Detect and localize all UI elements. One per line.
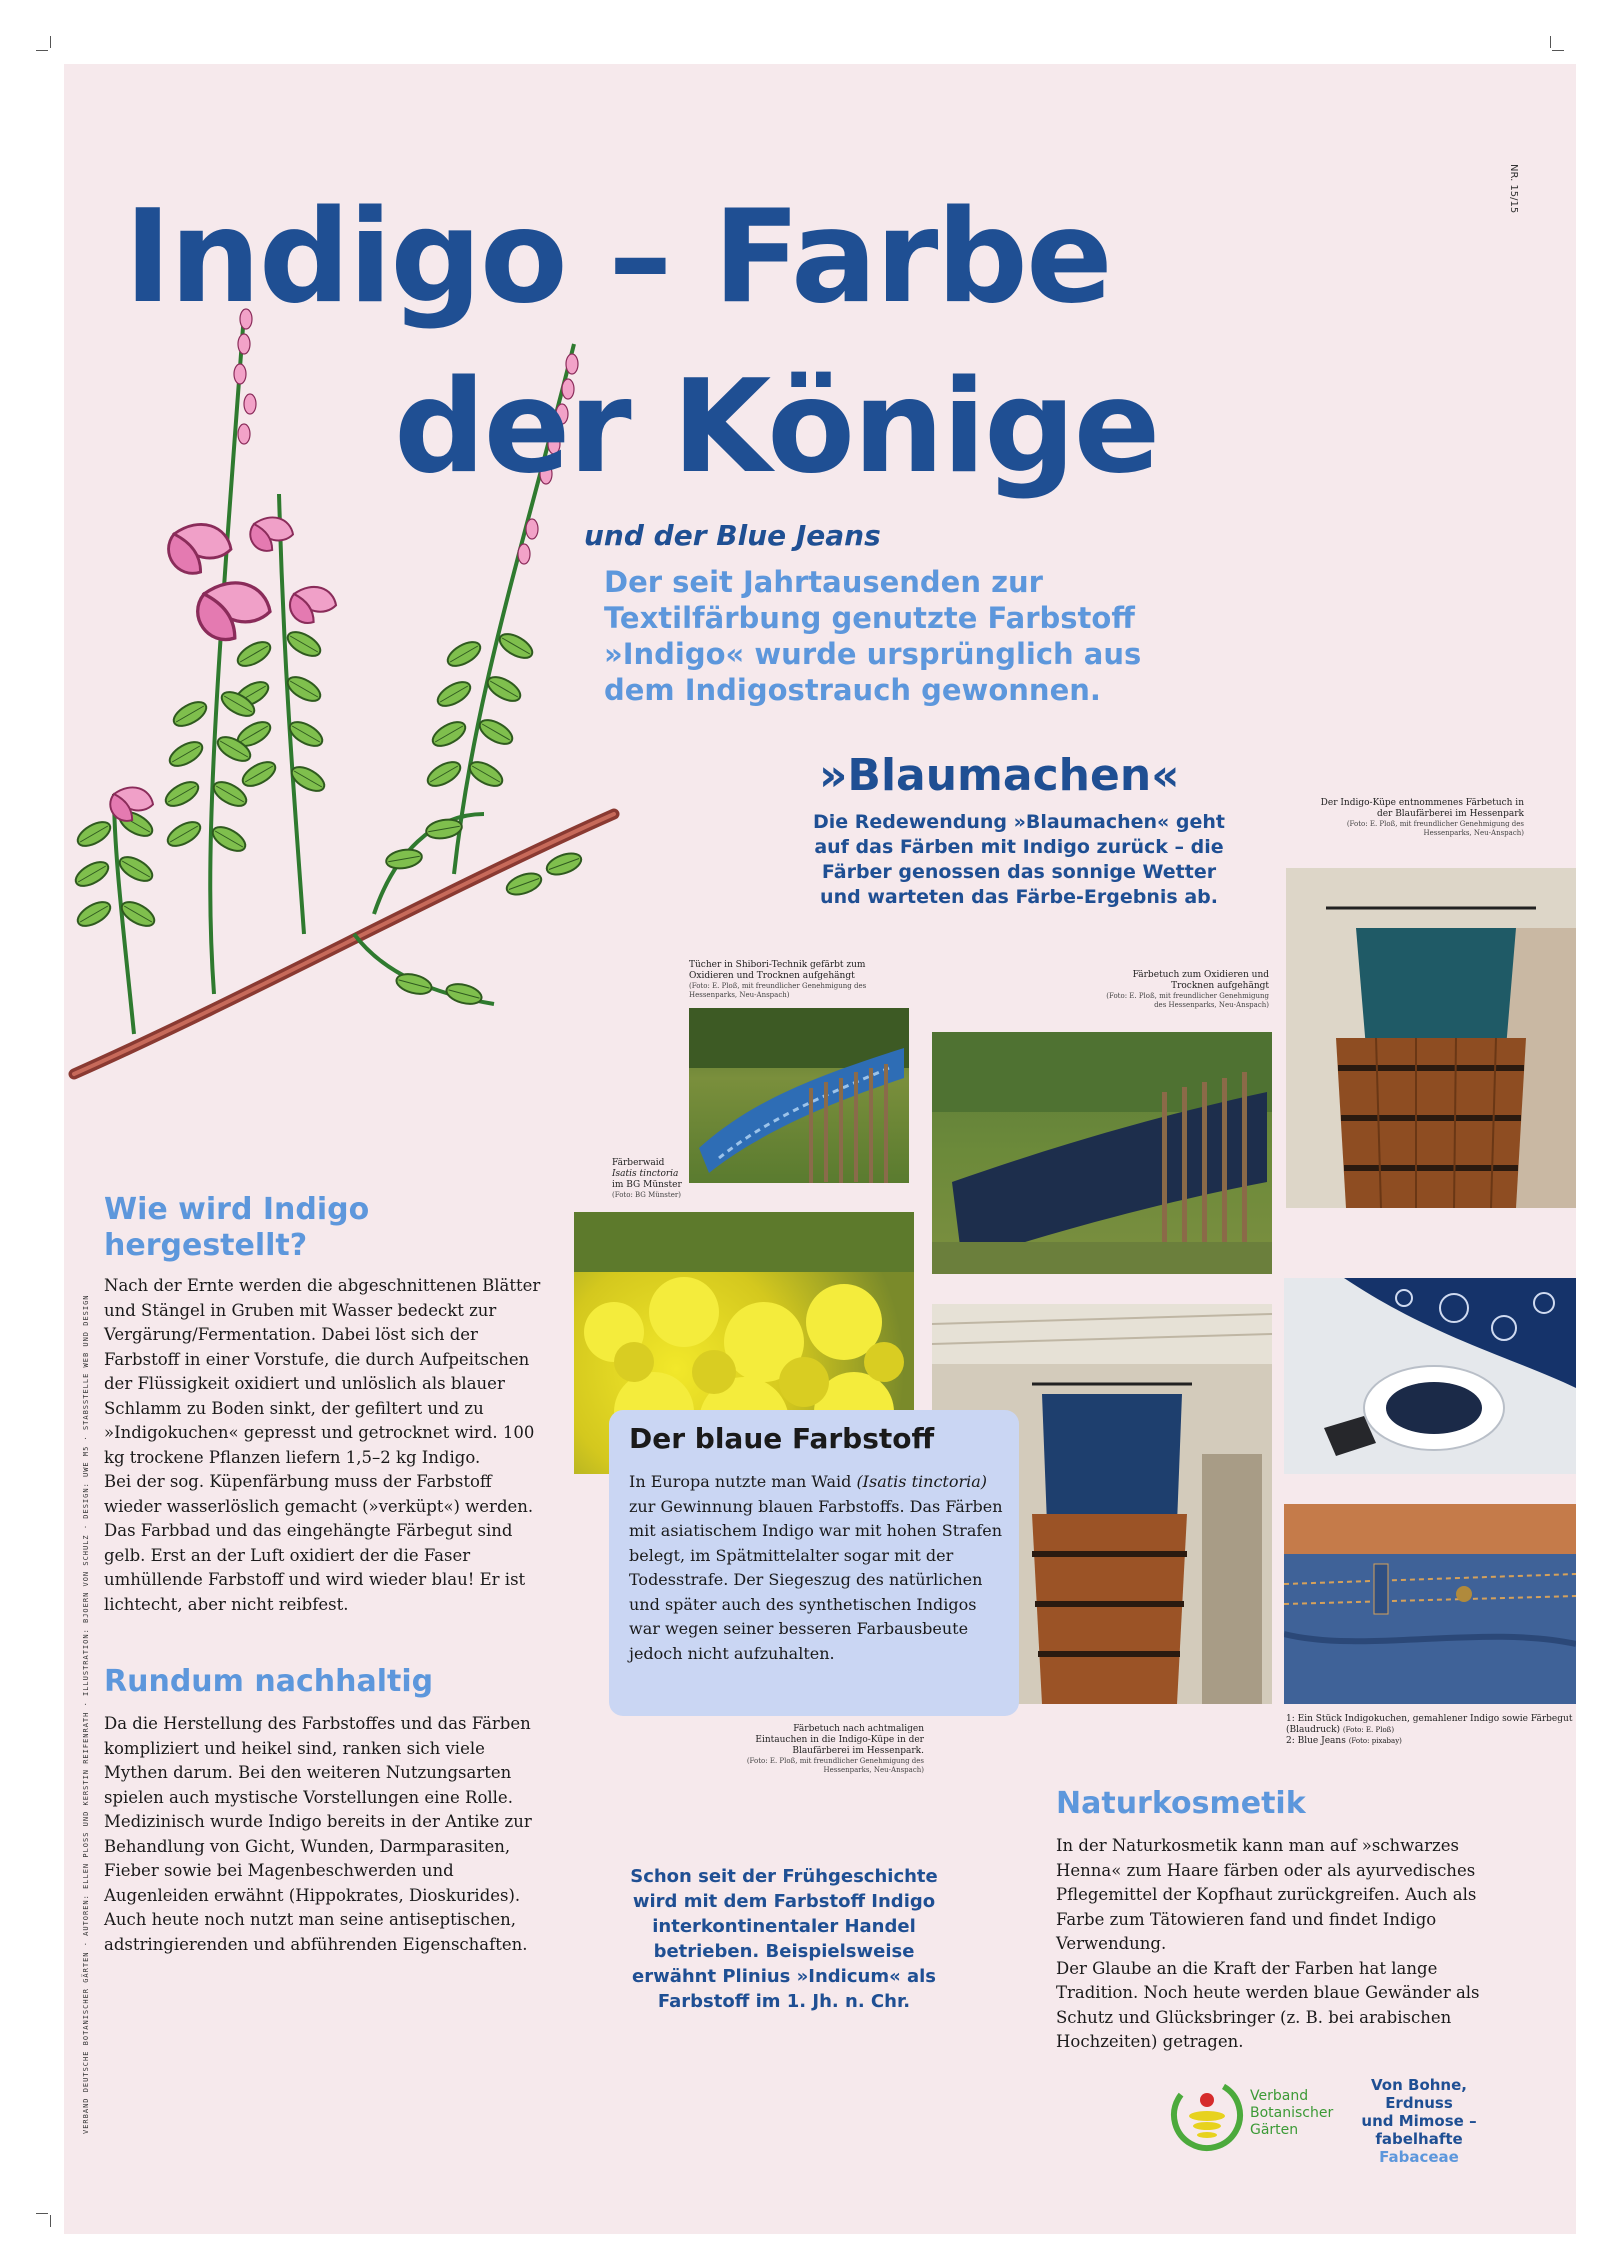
page-title-line-2: der Könige bbox=[394, 353, 1159, 502]
caption-kuepe-main: Der Indigo-Küpe entnommenes Färbetuch in der Blaufärberei im Hessenpark bbox=[1320, 798, 1524, 819]
naturkosmetik-text bbox=[1056, 1834, 1502, 2055]
poster bbox=[64, 64, 1576, 2234]
series-line-4: fabelhafte bbox=[1375, 2130, 1463, 2148]
verband-line-3: Gärten bbox=[1250, 2122, 1299, 2138]
farbstoff-box bbox=[609, 1410, 1019, 1716]
naturkosmetik-p2: Der Glaube an die Kraft der Farben hat lange Tradition. Noch heute werden blaue Gewänder als Schutz und Glücksbringer (z. B. bei arabischen Hochzeiten) getragen. bbox=[1056, 1958, 1480, 2051]
caption-waid-name: Färberwaid bbox=[612, 1158, 665, 1168]
crop-mark bbox=[1552, 50, 1564, 51]
verband-line-1: Verband bbox=[1250, 2088, 1309, 2104]
crop-mark bbox=[36, 50, 48, 51]
caption-kuepe bbox=[1304, 798, 1524, 838]
caption-faerbetuch-main: Färbetuch zum Oxidieren und Trocknen aufgehängt bbox=[1132, 970, 1269, 991]
nachhaltig-text bbox=[104, 1712, 544, 1957]
nachhaltig-heading: Rundum nachhaltig bbox=[104, 1664, 434, 1699]
crop-mark bbox=[50, 2215, 51, 2227]
farbstoff-text-after: zur Gewinnung blauen Farbstoffs. Das Färben mit asiatischem Indigo war mit hohen Strafen belegt, im Spätmittelalter sogar mit der Todesstrafe. Der Siegeszug des natürlichen und später auch des synthetischen Indigos war wegen seiner besseren Farbausbeute jedoch nicht aufzuhalten. bbox=[629, 1496, 1003, 1663]
caption-shibori-credit: (Foto: E. Ploß, mit freundlicher Genehmigung des Hessenparks, Neu-Anspach) bbox=[689, 982, 867, 999]
series-title bbox=[1354, 2076, 1484, 2166]
farbstoff-text-before: In Europa nutzte man Waid bbox=[629, 1472, 857, 1491]
herstellung-p2: Bei der sog. Küpenfärbung muss der Farbstoff wieder wasserlöslich gemacht (»verküpt«) werden. Das Farbbad und das eingehängte Färbegut sind gelb. Erst an der Luft oxidiert der die Faser umhüllende Farbstoff und wird wieder blau! Er ist lichtecht, aber nicht reibfest. bbox=[104, 1472, 534, 1614]
caption-right-1: 1: Ein Stück Indigokuchen, gemahlener Indigo sowie Färbegut (Blaudruck) bbox=[1286, 1714, 1573, 1735]
caption-eintauchen-credit: (Foto: E. Ploß, mit freundlicher Genehmigung des Hessenparks, Neu-Anspach) bbox=[746, 1757, 924, 1774]
crop-mark bbox=[50, 36, 51, 48]
credits-vertical: VERBAND DEUTSCHE BOTANISCHER GÄRTEN · AUTOREN: ELLEN PLOSS UND KERSTIN REIFENRATH · ILLUSTRATION: BJOERN VON SCHULZ · DESIGN: UWE M5 · STABSSTELLE WEB UND DESIGN bbox=[82, 1294, 90, 2134]
series-line-3: und Mimose – bbox=[1361, 2112, 1477, 2130]
herstellung-p1: Nach der Ernte werden die abgeschnittenen Blätter und Stängel in Gruben mit Wasser bedeckt zur Vergärung/Fermentation. Dabei löst sich der Farbstoff in einer Vorstufe, die durch Aufpeitschen der Flüssigkeit oxidiert und unlöslich als blauer Schlamm zu Boden sinkt, der gefiltert und zu »Indigokuchen« gepresst und getrocknet wird. 100 kg trockene Pflanzen liefern 1,5–2 kg Indigo. bbox=[104, 1276, 541, 1467]
series-line-2: Erdnuss bbox=[1385, 2094, 1453, 2112]
page-subtitle: und der Blue Jeans bbox=[584, 519, 881, 552]
farbstoff-text-latin: (Isatis tinctoria) bbox=[856, 1472, 988, 1491]
caption-shibori bbox=[689, 960, 879, 1000]
caption-eintauchen bbox=[744, 1724, 924, 1775]
crop-mark bbox=[1550, 36, 1551, 48]
series-line-5: Fabaceae bbox=[1379, 2148, 1459, 2166]
photo-blue-jeans bbox=[1284, 1504, 1576, 1704]
page-title-line-1: Indigo – Farbe bbox=[124, 183, 1111, 332]
caption-faerbetuch bbox=[1094, 970, 1269, 1010]
blaumachen-heading: »Blaumachen« bbox=[819, 750, 1180, 801]
blaumachen-text: Die Redewendung »Blaumachen« geht auf das Färben mit Indigo zurück – die Färber genossen das sonnige Wetter und warteten das Färbe-Ergebnis ab. bbox=[812, 811, 1226, 908]
farbstoff-text bbox=[629, 1470, 1009, 1666]
photo-faerbetuch-garden bbox=[932, 1032, 1272, 1274]
photo-shibori-cloths bbox=[689, 1008, 909, 1183]
caption-eintauchen-main: Färbetuch nach achtmaligen Eintauchen in die Indigo-Küpe in der Blaufärberei im Hessenpark. bbox=[755, 1724, 924, 1756]
caption-faerbetuch-credit: (Foto: E. Ploß, mit freundlicher Genehmigung des Hessenparks, Neu-Anspach) bbox=[1106, 992, 1269, 1009]
caption-right-2-credit: (Foto: pixabay) bbox=[1348, 1737, 1402, 1745]
fruehgeschichte-text: Schon seit der Frühgeschichte wird mit dem Farbstoff Indigo interkontinentaler Handel betrieben. Beispielsweise erwähnt Plinius »Indicum« als Farbstoff im 1. Jh. n. Chr. bbox=[630, 1866, 938, 2012]
herstellung-text bbox=[104, 1274, 544, 1617]
nachhaltig-p1: Da die Herstellung des Farbstoffes und das Färben kompliziert und heikel sind, ranken sich viele Mythen darum. Bei den weiteren Nutzungsarten spielen auch mystische Vorstellungen eine Rolle. bbox=[104, 1714, 531, 1807]
verband-line-2: Botanischer bbox=[1250, 2105, 1334, 2121]
farbstoff-heading: Der blaue Farbstoff bbox=[629, 1422, 935, 1455]
photo-indigo-cake bbox=[1284, 1278, 1576, 1474]
naturkosmetik-heading: Naturkosmetik bbox=[1056, 1786, 1306, 1821]
verband-logo-text bbox=[1250, 2088, 1333, 2139]
caption-waid-place: im BG Münster bbox=[612, 1180, 682, 1190]
caption-shibori-main: Tücher in Shibori-Technik gefärbt zum Oxidieren und Trocknen aufgehängt bbox=[689, 960, 866, 981]
crop-mark bbox=[36, 2213, 48, 2214]
verband-logo-icon bbox=[1170, 2078, 1244, 2152]
caption-waid-credit: (Foto: BG Münster) bbox=[612, 1191, 681, 1199]
poster-number: NR. 15/15 bbox=[1508, 164, 1519, 214]
lead-text: Der seit Jahrtausenden zur Textilfärbung genutzte Farbstoff »Indigo« wurde ursprünglich aus dem Indigostrauch gewonnen. bbox=[604, 565, 1142, 707]
caption-right-2: 2: Blue Jeans bbox=[1286, 1736, 1346, 1746]
nachhaltig-p2: Medizinisch wurde Indigo bereits in der Antike zur Behandlung von Gicht, Wunden, Darmparasiten, Fieber sowie bei Magenbeschwerden und Augenleiden erwähnt (Hippokrates, Dioskurides). Auch heute noch nutzt man seine antiseptischen, adstringierenden und abführenden Eigenschaften. bbox=[104, 1812, 532, 1954]
series-line-1: Von Bohne, bbox=[1371, 2076, 1467, 2094]
herstellung-heading: Wie wird Indigo hergestellt? bbox=[104, 1192, 370, 1263]
caption-kuepe-credit: (Foto: E. Ploß, mit freundlicher Genehmigung des Hessenparks, Neu-Anspach) bbox=[1346, 820, 1524, 837]
photo-kuepe-barrel bbox=[1286, 868, 1576, 1208]
caption-right-1-credit: (Foto: E. Ploß) bbox=[1342, 1726, 1395, 1734]
caption-waid bbox=[612, 1158, 702, 1200]
naturkosmetik-p1: In der Naturkosmetik kann man auf »schwarzes Henna« zum Haare färben oder als ayurvedisches Pflegemittel der Kopfhaut zurückgreifen. Auch als Farbe zum Tätowieren fand und findet Indigo Verwendung. bbox=[1056, 1836, 1477, 1953]
caption-waid-latin: Isatis tinctoria bbox=[612, 1169, 679, 1179]
caption-right-photos bbox=[1286, 1714, 1576, 1747]
